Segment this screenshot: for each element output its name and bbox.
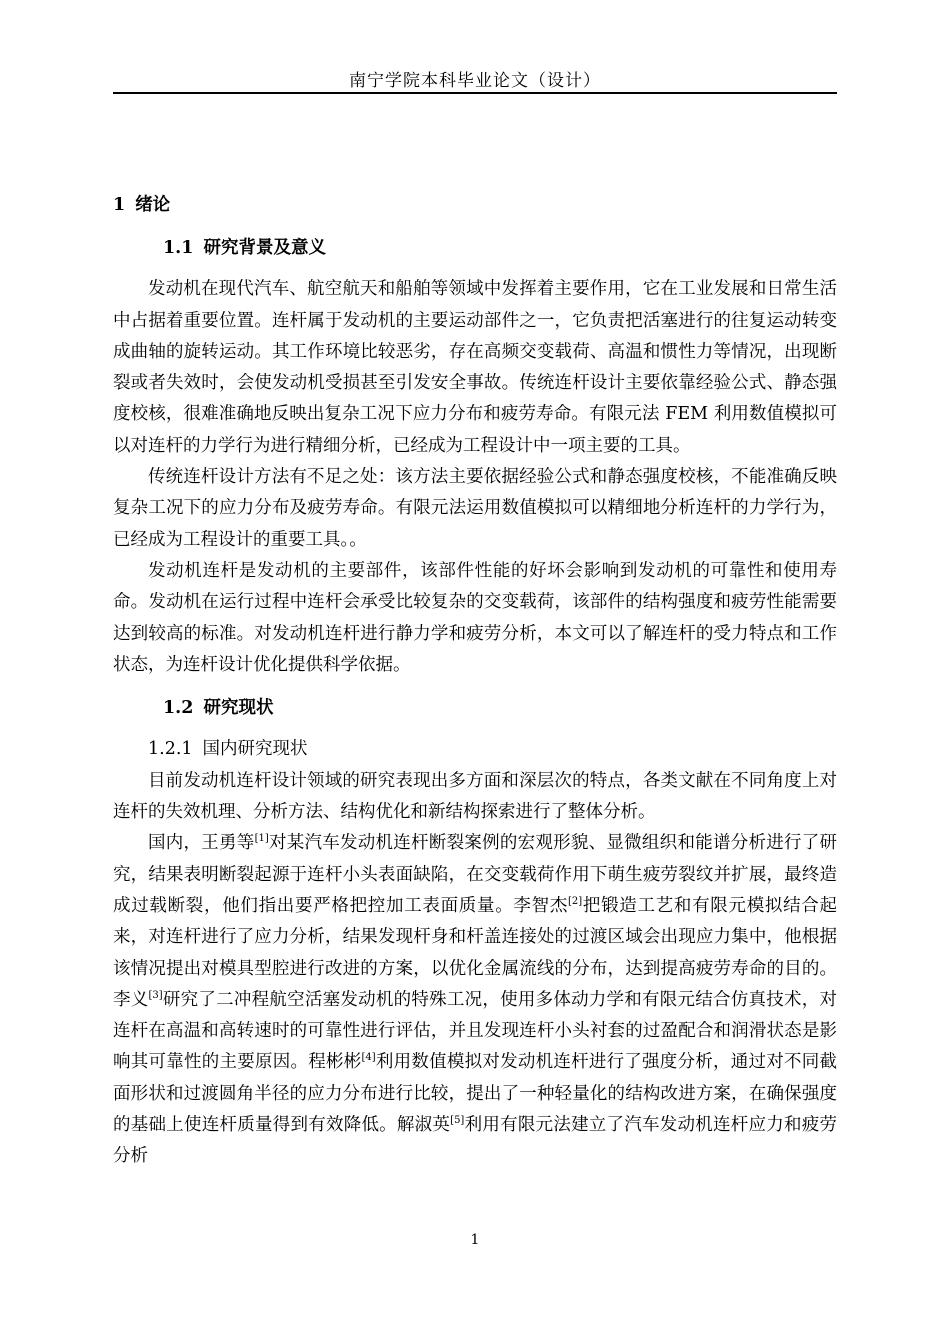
section-number: 1.2 <box>163 698 194 719</box>
page-header-title: 南宁学院本科毕业论文（设计） <box>349 71 601 91</box>
citation-ref[interactable]: [1] <box>254 833 269 845</box>
citation-ref[interactable]: [2] <box>568 895 583 907</box>
paragraph-text: 对某汽车发动机连杆断裂案例的宏观形貌、显微组织和能谱分析进行了研究，结果表明断裂起源于连杆小头表面缺陷，在交变载荷作用下萌生疲劳裂纹并扩展，最终造成过载断裂，他们指出要严格把控加工表面质量。李智杰 <box>113 833 838 916</box>
paragraph-text: 利用有限元法建立了汽车发动机连杆应力和疲劳分析 <box>113 1115 838 1167</box>
paragraph: 目前发动机连杆设计领域的研究表现出多方面和深层次的特点，各类文献在不同角度上对连杆的失效机理、分析方法、结构优化和新结构探索进行了整体分析。 <box>113 770 837 823</box>
paragraph: 发动机连杆是发动机的主要部件，该部件性能的好坏会影响到发动机的可靠性和使用寿命。发动机在运行过程中连杆会承受比较复杂的交变载荷，该部件的结构强度和疲劳性能需要达到较高的标准。对发动机连杆进行静力学和疲劳分析，本文可以了解连杆的受力特点和工作状态，为连杆设计优化提供科学依据。 <box>113 560 837 675</box>
paragraph-text: 国内，王勇等 <box>148 833 255 854</box>
chapter-number: 1 <box>113 195 126 215</box>
section-heading-1-1 <box>113 233 837 264</box>
paragraph-text: 研究了二冲程航空活塞发动机的特殊工况，使用多体动力学和有限元结合仿真技术，对连杆在高温和高转速时的可靠性进行评估，并且发现连杆小头衬套的过盈配合和润滑状态是影响其可靠性的主要原因。程彬彬 <box>113 989 838 1073</box>
paragraph-text: 把锻造工艺和有限元模拟结合起来，对连杆进行了应力分析，结果发现杆身和杆盖连接处的过渡区域会出现应力集中，他根据该情况提出对模具型腔进行改进的方案，以优化金属流线的分布，达到提高疲劳寿命的目的。李义 <box>113 895 838 1010</box>
paragraph: 传统连杆设计方法有不足之处：该方法主要依据经验公式和静态强度校核，不能准确反映复杂工况下的应力分布及疲劳寿命。有限元法运用数值模拟可以精细地分析连杆的力学行为，已经成为工程设计的重要工具。。 <box>113 467 837 550</box>
citation-ref[interactable]: [5] <box>450 1115 465 1127</box>
section-title: 研究现状 <box>203 698 274 719</box>
section-title: 研究背景及意义 <box>203 238 326 258</box>
subsection-number: 1.2.1 <box>148 739 193 760</box>
chapter-heading <box>113 190 837 221</box>
literature-paragraph <box>113 828 837 1172</box>
paragraph-text: 利用数值模拟对发动机连杆进行了强度分析，通过对不同截面形状和过渡圆角半径的应力分布进行比较，提出了一种轻量化的结构改进方案，在确保强度的基础上使连杆质量得到有效降低。解淑英 <box>113 1052 838 1136</box>
subsection-title: 国内研究现状 <box>202 739 308 760</box>
citation-ref[interactable]: [3] <box>148 989 163 1001</box>
citation-ref[interactable]: [4] <box>361 1052 376 1064</box>
section-heading-1-2 <box>113 693 837 724</box>
header-rule <box>113 92 837 94</box>
chapter-title: 绪论 <box>135 195 171 215</box>
subsection-heading-1-2-1 <box>113 734 837 765</box>
section-number: 1.1 <box>163 238 194 258</box>
page-number: 1 <box>470 1232 480 1248</box>
paragraph: 发动机在现代汽车、航空航天和船舶等领域中发挥着主要作用，它在工业发展和日常生活中占据着重要位置。连杆属于发动机的主要运动部件之一，它负责把活塞进行的往复运动转变成曲轴的旋转运动。其工作环境比较恶劣，存在高频交变载荷、高温和惯性力等情况，出现断裂或者失效时，会使发动机受损甚至引发安全事故。传统连杆设计主要依靠经验公式、静态强度校核，很难准确地反映出复杂工况下应力分布和疲劳寿命。有限元法 FEM 利用数值模拟可以对连杆的力学行为进行精细分析，已经成为工程设计中一项主要的工具。 <box>113 279 837 456</box>
document-body <box>113 190 837 1173</box>
